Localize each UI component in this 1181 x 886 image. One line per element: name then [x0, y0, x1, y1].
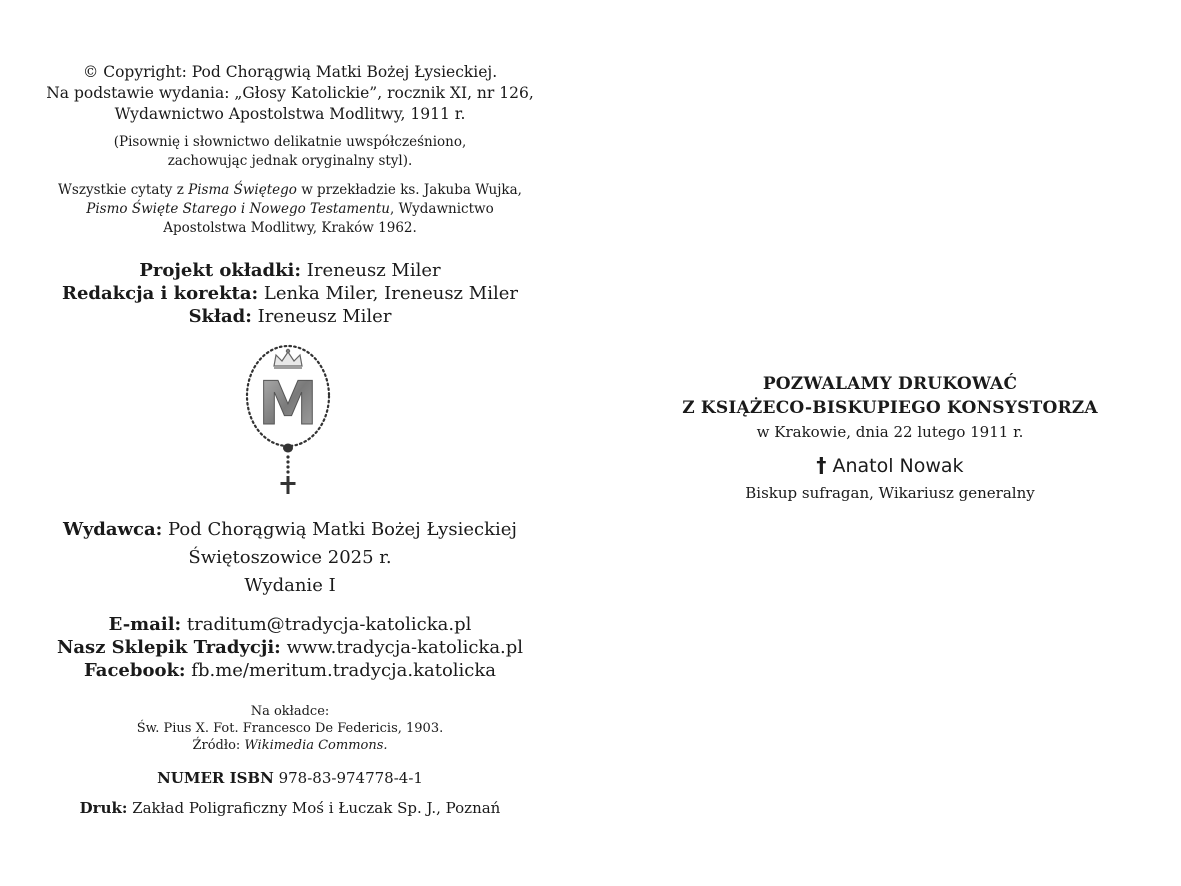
contact-shop: Nasz Sklepik Tradycji: www.tradycja-katolicka.pl [56, 637, 524, 658]
imprimatur-title: Z KSIĄŻECO-BISKUPIEGO KONSYSTORZA [682, 398, 1098, 418]
isbn: NUMER ISBN 978-83-974778-4-1 [157, 769, 423, 787]
signature-role: Biskup sufragan, Wikariusz generalny [745, 484, 1035, 502]
signature: † Anatol Nowak [816, 453, 964, 477]
copyright-line: Na podstawie wydania: „Głosy Katolickie”, rocznik XI, nr 126, [46, 84, 534, 102]
imprimatur-block [630, 372, 1150, 504]
copyright-line: Wydawnictwo Apostolstwa Modlitwy, 1911 r. [114, 105, 466, 123]
contact-facebook: Facebook: fb.me/meritum.tradycja.katolicka [83, 660, 497, 681]
logo-letter: M [258, 369, 318, 439]
cover-note: Na okładce: Św. Pius X. Fot. Francesco De Federicis, 1903. Źródło: Wikimedia Commons. [136, 704, 444, 753]
left-page [0, 0, 590, 886]
contact-block [40, 613, 540, 682]
publisher-place: Świętoszowice 2025 r. [188, 547, 392, 568]
publisher-block: Wydawca: Pod Chorągwią Matki Bożej Łysieckiej Świętoszowice 2025 r. Wydanie I [40, 516, 540, 600]
dagger-icon: † [816, 453, 827, 477]
contact-email: E-mail: traditum@tradycja-katolicka.pl [108, 614, 472, 635]
marian-rosary-logo [240, 344, 336, 498]
spelling-note: (Pisownię i słownictwo delikatnie uwspółcześniono, zachowując jednak oryginalny styl). [113, 134, 467, 169]
right-page [590, 0, 1181, 886]
place-date: w Krakowie, dnia 22 lutego 1911 r. [756, 423, 1024, 441]
imprimatur-title: POZWALAMY DRUKOWAĆ [762, 374, 1018, 394]
printer: Druk: Zakład Poligraficzny Moś i Łuczak Sp. J., Poznań [79, 799, 501, 817]
credit-line: Skład: Ireneusz Miler [188, 306, 392, 327]
quotes-note: Wszystkie cytaty z Pisma Świętego w przekładzie ks. Jakuba Wujka, Pismo Święte Starego i Nowego Testamentu, Wydawnictwo Apostolstwa Modlitwy, Kraków 1962. [58, 182, 522, 236]
credits-block [40, 259, 540, 328]
cross-icon [281, 476, 296, 494]
copyright-block [40, 62, 540, 125]
credit-line: Redakcja i korekta: Lenka Miler, Ireneusz Miler [62, 283, 518, 304]
credit-line: Projekt okładki: Ireneusz Miler [139, 260, 441, 281]
copyright-line: © Copyright: Pod Chorągwią Matki Bożej Łysieckiej. [82, 63, 498, 81]
edition: Wydanie I [244, 575, 336, 596]
crown-icon [274, 349, 302, 368]
